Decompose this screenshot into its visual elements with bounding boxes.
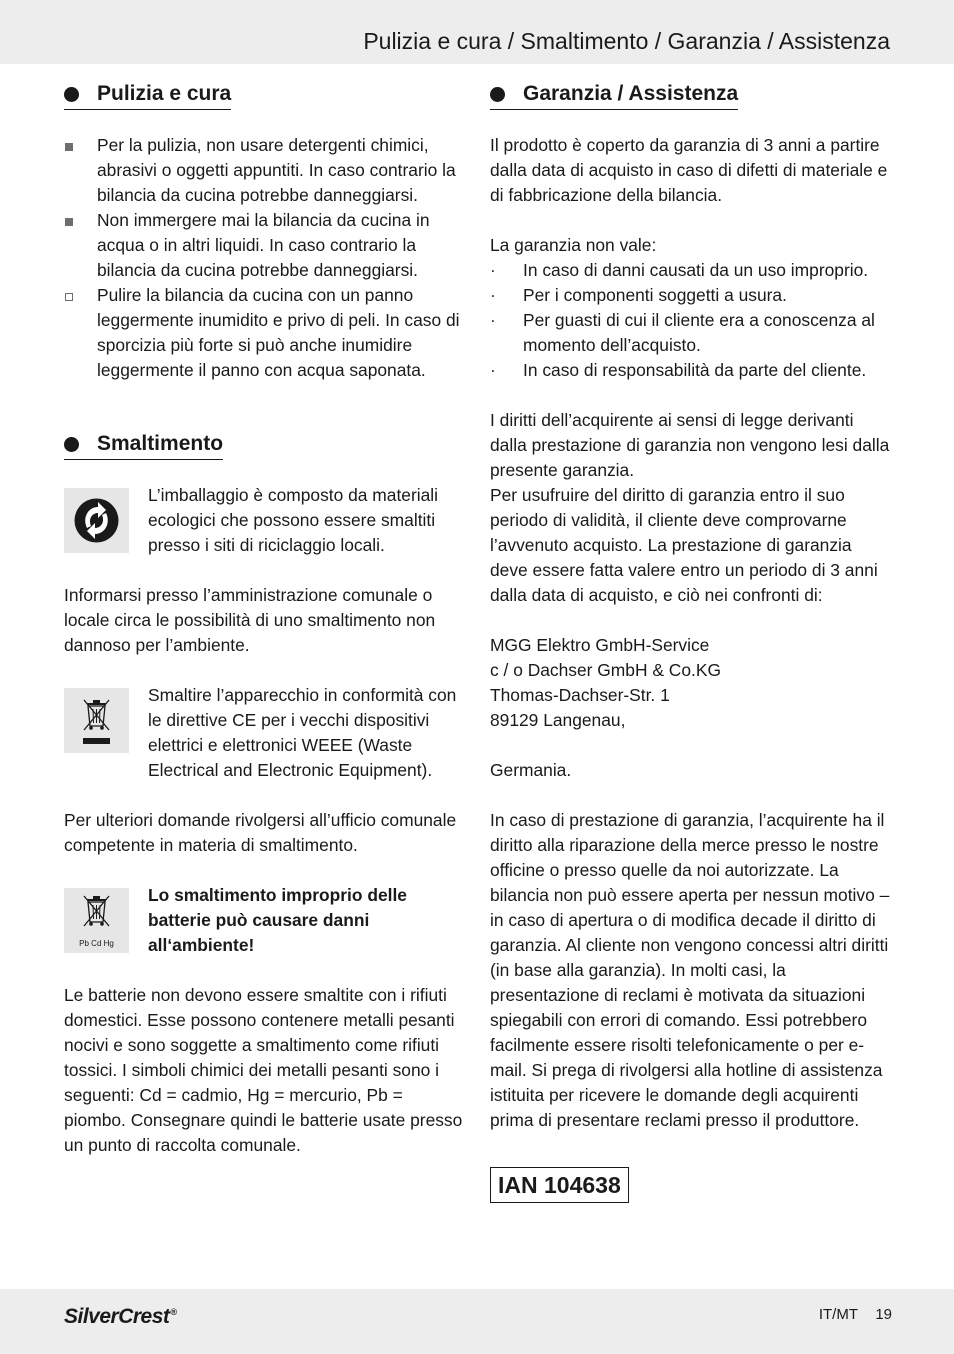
address-line: Thomas-Dachser-Str. 1	[490, 685, 670, 705]
weee-text: Smaltire l’apparecchio in conformità con le direttive CE per i vecchi dispositivi elettrici e elettronici WEEE (Waste Electrical and Electronic Equipment).	[148, 685, 457, 780]
warranty-rights-text: I diritti dell’acquirente ai sensi di legge derivanti dalla prestazione di garanzia non vengono lesi dalla presente garanzia.	[490, 410, 890, 480]
brand-logo	[64, 1305, 177, 1329]
brand-logo-part1: Silver	[64, 1305, 119, 1328]
list-item: · In caso di danni causati da un uso improprio.	[490, 258, 890, 283]
brand-registered-mark: ®	[170, 1307, 177, 1317]
battery-text: Le batterie non devono essere smaltite con i rifiuti domestici. Esse possono contenere metalli pesanti nocivi e sono soggette a smaltimento come rifiuti tossici. I simboli chimici dei metalli pesanti sono i seguenti: Cd = cadmio, Hg = mercurio, Pb = piombo. Consegnare quindi le batterie usate presso un punto di raccolta comunale.	[64, 985, 463, 1155]
ian-number: IAN 104638	[490, 1167, 629, 1203]
warranty-not-valid-label: La garanzia non vale:	[490, 235, 657, 255]
page-title: Pulizia e cura / Smaltimento / Garanzia / Assistenza	[363, 28, 890, 54]
warranty-repair-text: In caso di prestazione di garanzia, l’acquirente ha il diritto alla riparazione della merce presso le nostre officine o presso quelle da noi autorizzate. La bilancia non può essere aperta per nessun motivo – in caso di apertura o di modifica decade il diritto di garanzia. Al cliente non vengono concessi altri diritti (in base alla garanzia). In molti casi, la presentazione di reclami è motivata da situazioni spiegabili con errori di comando. Essi potrebbero facilmente essere risolti telefonicamente o per e-mail. Si prega di rivolgersi alla hotline di assistenza istituita per ricevere le domande degli acquirenti prima di presentare reclami presso il produttore.	[490, 810, 890, 1130]
disposal-heading	[64, 432, 223, 456]
address-country: Germania.	[490, 760, 572, 780]
warranty-claim-text: Per usufruire del diritto di garanzia entro il suo periodo di validità, il cliente deve comprovarne l’avvenuto acquisto. La prestazione di garanzia deve essere fatta valere entro un periodo di 3 anni dalla data di acquisto, e ciò nei confronti di:	[490, 485, 878, 605]
warranty-intro: Il prodotto è coperto da garanzia di 3 anni a partire dalla data di acquisto in caso di difetti di materiale e di fabbricazione della bilancia.	[490, 135, 888, 205]
list-item-text: Non immergere mai la bilancia da cucina in acqua o in altri liquidi. In caso contrario la bilancia da cucina potrebbe danneggiarsi.	[97, 210, 430, 280]
cleaning-heading-text: Pulizia e cura	[97, 82, 232, 105]
disposal-info-text: Informarsi presso l’amministrazione comunale o locale circa le possibilità di uno smaltimento non dannoso per l’ambiente.	[64, 585, 436, 655]
heading-underline	[64, 459, 223, 461]
list-item-text: Per la pulizia, non usare detergenti chimici, abrasivi o oggetti appuntiti. In caso contrario la bilancia da cucina potrebbe danneggiarsi.	[97, 135, 456, 205]
packaging-text: L’imballaggio è composto da materiali ecologici che possono essere smaltiti presso i siti di riciclaggio locali.	[148, 485, 439, 555]
list-item	[64, 208, 464, 283]
battery-bin-icon	[64, 888, 129, 953]
heading-bullet-icon	[64, 437, 79, 452]
footer-bar	[0, 1289, 954, 1354]
warranty-exclusions-list	[490, 258, 890, 383]
cleaning-heading	[64, 82, 231, 106]
crossed-bin-icon	[64, 688, 129, 753]
warranty-heading-text: Garanzia / Assistenza	[523, 82, 739, 105]
checkbox-bullet-icon	[65, 293, 73, 301]
disposal-heading-text: Smaltimento	[97, 432, 224, 455]
warranty-heading	[490, 82, 738, 106]
battery-warning: Lo smaltimento improprio delle batterie può causare danni all‘ambiente!	[148, 885, 407, 955]
square-bullet-icon	[65, 143, 73, 151]
service-address	[490, 633, 890, 733]
list-item	[64, 283, 464, 383]
address-line: c / o Dachser GmbH & Co.KG	[490, 660, 721, 680]
heading-underline	[64, 109, 231, 111]
list-item-text: Pulire la bilancia da cucina con un panno leggermente inumidito e privo di peli. In caso di sporcizia più forte si può anche inumidire leggermente il panno con acqua saponata.	[97, 285, 460, 380]
battery-icon-label: Pb Cd Hg	[79, 939, 114, 948]
heading-bullet-icon	[64, 87, 79, 102]
list-item: · Per guasti di cui il cliente era a conoscenza al momento dell’acquisto.	[490, 308, 890, 358]
list-item: · Per i componenti soggetti a usura.	[490, 283, 890, 308]
list-item	[64, 133, 464, 208]
address-line: MGG Elektro GmbH-Service	[490, 635, 710, 655]
language-code: IT/MT	[818, 1306, 858, 1323]
disposal-questions-text: Per ulteriori domande rivolgersi all’ufficio comunale competente in materia di smaltimento.	[64, 810, 457, 855]
brand-logo-part2: Crest	[118, 1305, 170, 1328]
address-line: 89129 Langenau,	[490, 710, 626, 730]
heading-bullet-icon	[490, 87, 505, 102]
cleaning-list	[64, 133, 464, 383]
header-bar	[0, 0, 954, 64]
page-number: 19	[875, 1306, 892, 1323]
list-item: · In caso di responsabilità da parte del cliente.	[490, 358, 890, 383]
heading-underline	[490, 109, 738, 111]
square-bullet-icon	[65, 218, 73, 226]
green-dot-recycling-icon	[64, 488, 129, 553]
